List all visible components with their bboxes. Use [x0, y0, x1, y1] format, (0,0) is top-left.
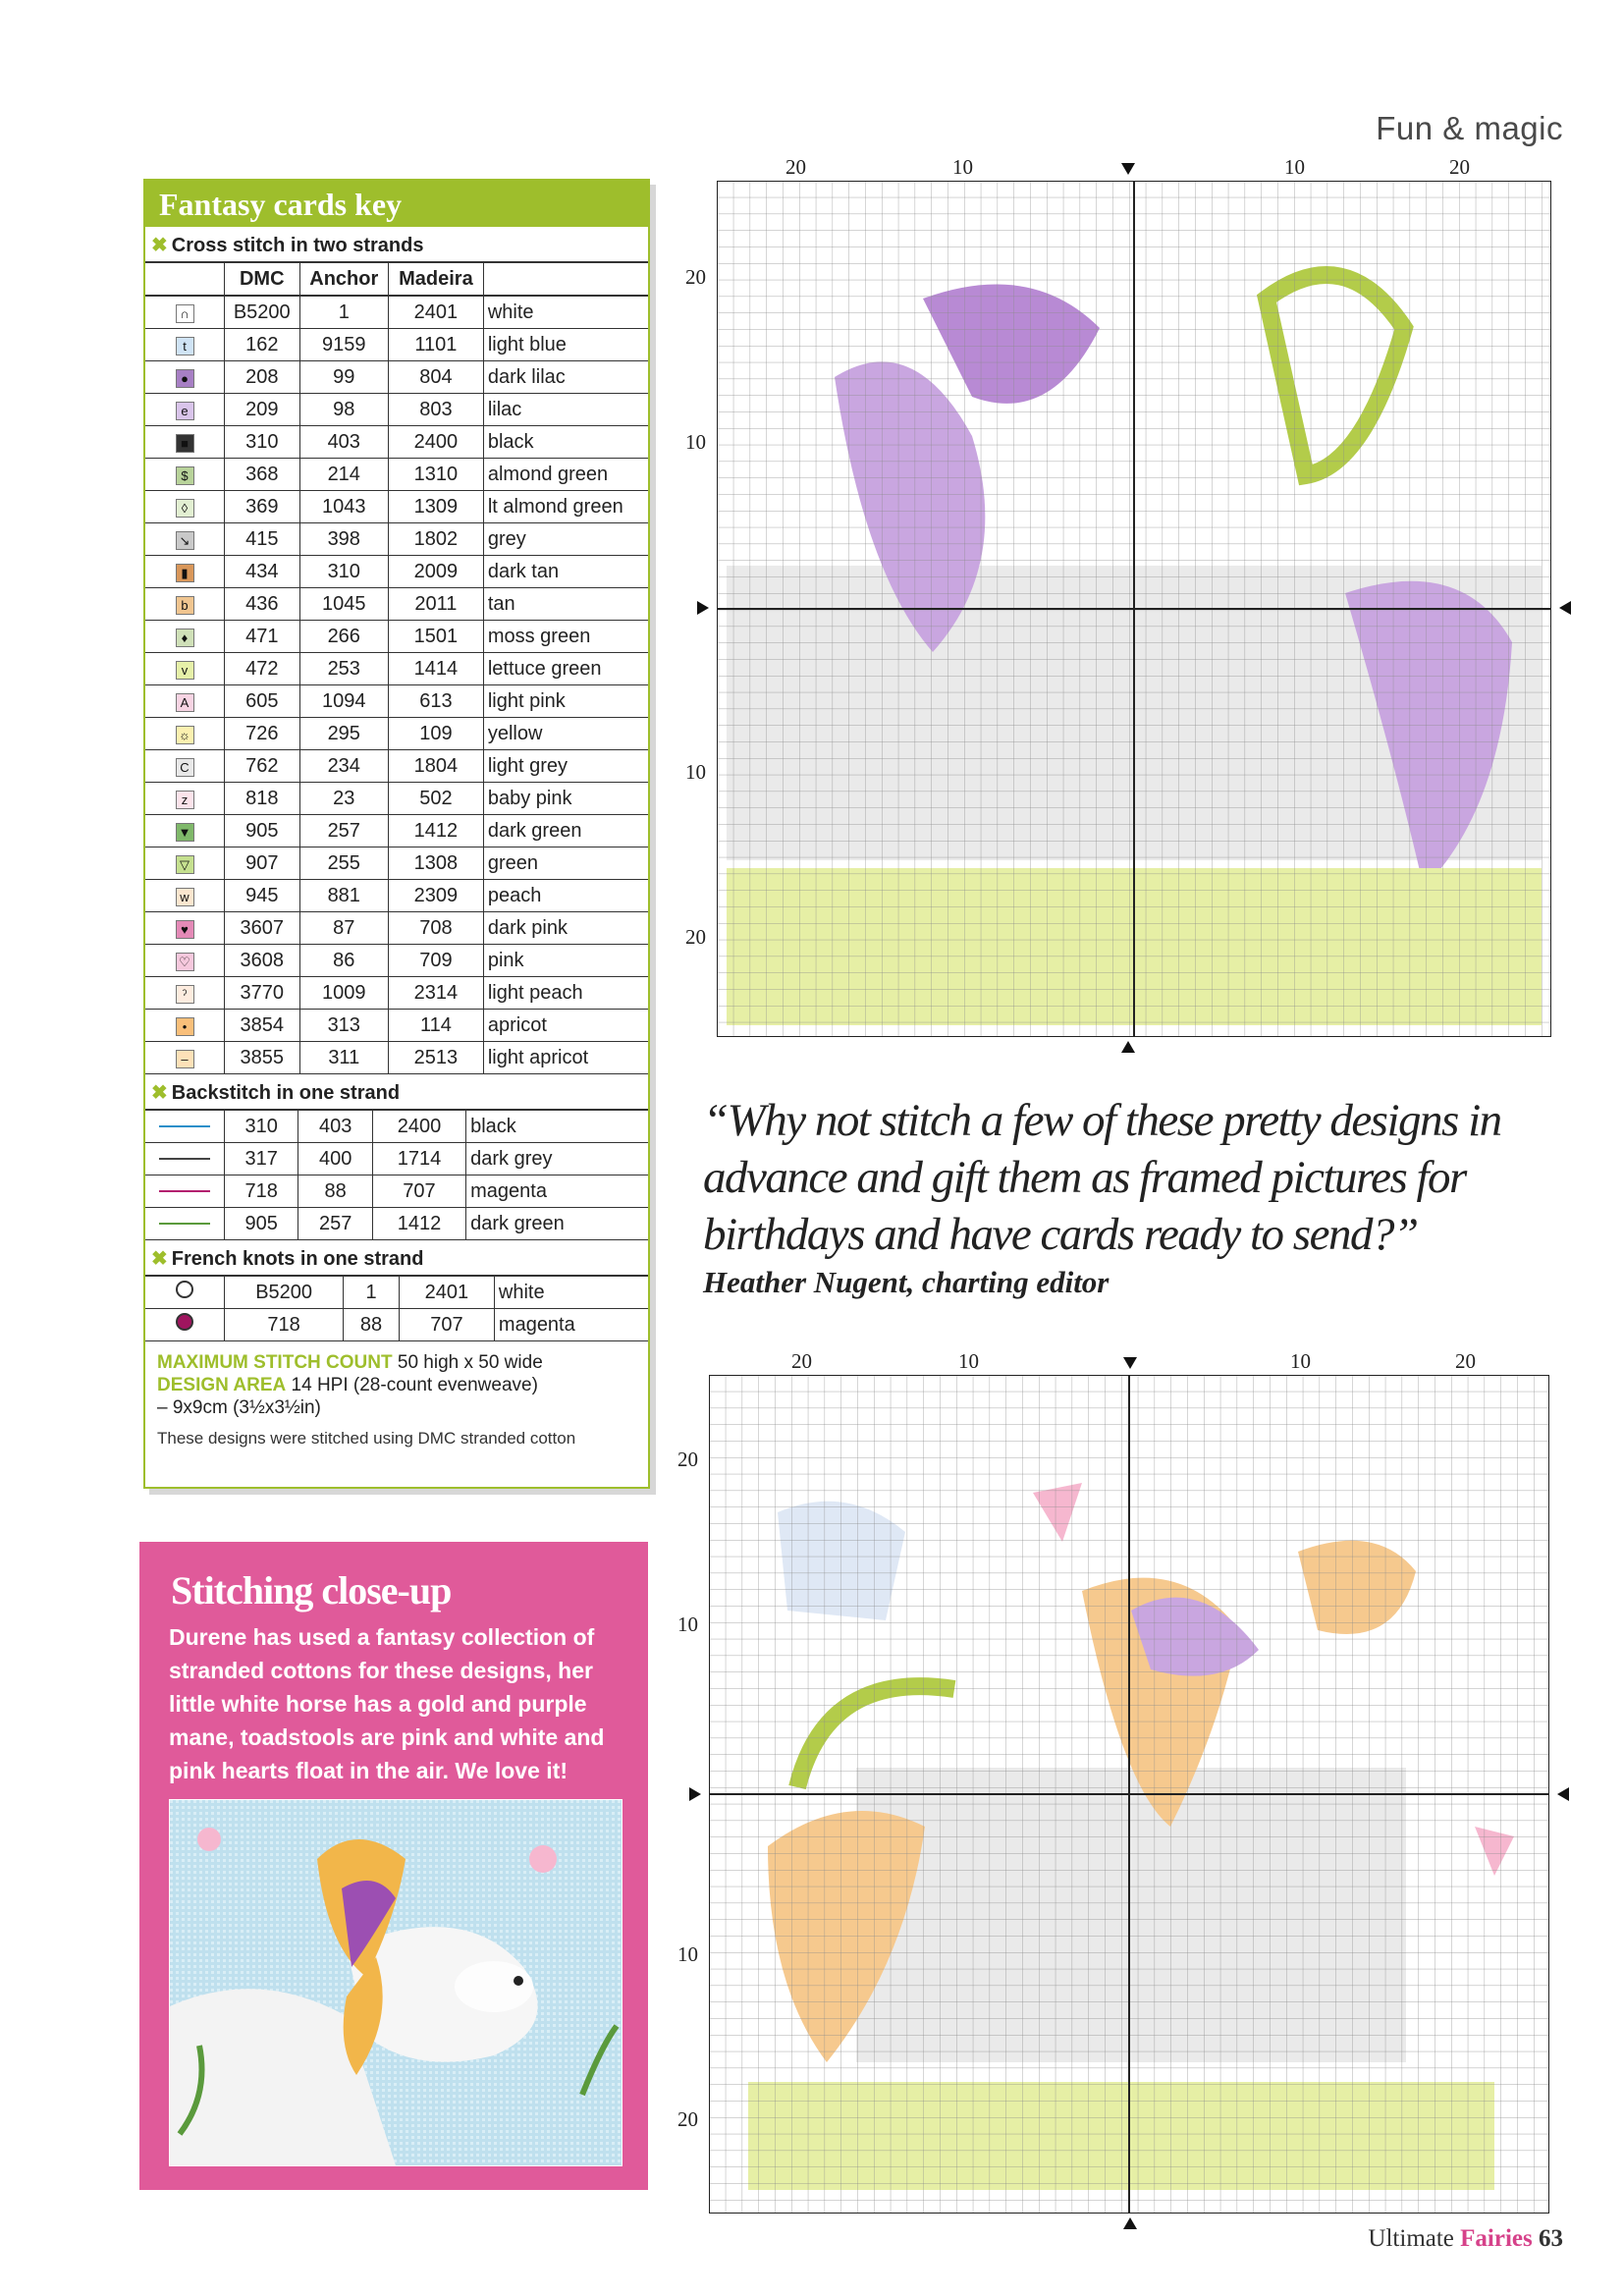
symbol-cell — [145, 945, 225, 977]
symbol-cell — [145, 394, 225, 426]
top-chart-col-label: 10 — [952, 155, 973, 179]
madeira-code: 1101 — [388, 329, 483, 361]
thread-symbol-icon: z — [176, 791, 194, 809]
anchor-code: 403 — [299, 426, 388, 459]
closeup-title: Stitching close-up — [171, 1568, 452, 1613]
madeira-code: 1310 — [388, 459, 483, 491]
top-chart-row-label: 10 — [685, 760, 706, 784]
symbol-cell — [145, 621, 225, 653]
symbol-cell — [145, 588, 225, 621]
thread-symbol-icon: b — [176, 596, 194, 615]
key-row — [145, 588, 648, 621]
symbol-cell — [145, 977, 225, 1010]
dmc-code: 605 — [225, 685, 300, 718]
color-name: light grey — [483, 750, 648, 783]
dmc-code: 209 — [225, 394, 300, 426]
madeira-code: 502 — [388, 783, 483, 815]
dmc-code: 368 — [225, 459, 300, 491]
symbol-cell — [145, 847, 225, 880]
thread-symbol-icon: A — [176, 693, 194, 712]
symbol-cell — [145, 1010, 225, 1042]
anchor-code: 1043 — [299, 491, 388, 523]
top-chart-col-label: 10 — [1284, 155, 1305, 179]
symbol-cell — [145, 653, 225, 685]
bottom-chart-col-label: 20 — [1455, 1349, 1476, 1373]
thread-symbol-icon: e — [176, 402, 194, 420]
key-row — [145, 783, 648, 815]
anchor-code: 313 — [299, 1010, 388, 1042]
color-name: dark lilac — [483, 361, 648, 394]
color-name: baby pink — [483, 783, 648, 815]
dmc-code: 436 — [225, 588, 300, 621]
anchor-code: 1094 — [299, 685, 388, 718]
color-name: peach — [483, 880, 648, 912]
color-name: green — [483, 847, 648, 880]
key-row — [145, 1010, 648, 1042]
color-name: dark green — [483, 815, 648, 847]
thread-symbol-icon: ☼ — [176, 726, 194, 744]
madeira-code: 2309 — [388, 880, 483, 912]
key-row — [145, 750, 648, 783]
anchor-code: 98 — [299, 394, 388, 426]
dmc-code: 317 — [225, 1143, 298, 1175]
key-row — [145, 426, 648, 459]
dmc-code: 471 — [225, 621, 300, 653]
symbol-cell — [145, 556, 225, 588]
anchor-code: 266 — [299, 621, 388, 653]
key-row — [145, 394, 648, 426]
top-chart-row-label: 10 — [685, 430, 706, 454]
madeira-code: 2011 — [388, 588, 483, 621]
dmc-code: 3855 — [225, 1042, 300, 1074]
dmc-code: 3770 — [225, 977, 300, 1010]
madeira-code: 1802 — [388, 523, 483, 556]
anchor-code: 86 — [299, 945, 388, 977]
anchor-code: 23 — [299, 783, 388, 815]
dmc-code: 162 — [225, 329, 300, 361]
dmc-code: 718 — [225, 1309, 344, 1341]
backstitch-row — [145, 1175, 648, 1208]
dmc-code: 415 — [225, 523, 300, 556]
color-name: light blue — [483, 329, 648, 361]
symbol-cell — [145, 1309, 225, 1341]
color-name: tan — [483, 588, 648, 621]
madeira-code: 709 — [388, 945, 483, 977]
symbol-cell — [145, 523, 225, 556]
thread-symbol-icon: – — [176, 1050, 194, 1068]
color-name: moss green — [483, 621, 648, 653]
thread-symbol-icon: ■ — [176, 434, 194, 453]
top-chart-col-label: 20 — [785, 155, 806, 179]
dmc-code: 907 — [225, 847, 300, 880]
symbol-cell — [145, 750, 225, 783]
bottom-chart-col-label: 10 — [1290, 1349, 1311, 1373]
anchor-code: 88 — [298, 1175, 372, 1208]
key-row — [145, 815, 648, 847]
french-knot-icon — [176, 1281, 193, 1298]
bottom-chart-col-label: 10 — [958, 1349, 979, 1373]
color-name: black — [483, 426, 648, 459]
dmc-code: 3608 — [225, 945, 300, 977]
dmc-code: 818 — [225, 783, 300, 815]
symbol-cell — [145, 815, 225, 847]
anchor-code: 1 — [344, 1277, 400, 1309]
color-name: light peach — [483, 977, 648, 1010]
madeira-code: 1412 — [372, 1208, 465, 1240]
center-arrow-icon — [1123, 1357, 1137, 1369]
anchor-code: 234 — [299, 750, 388, 783]
color-name: dark tan — [483, 556, 648, 588]
key-row — [145, 718, 648, 750]
dmc-code: 762 — [225, 750, 300, 783]
color-name: grey — [483, 523, 648, 556]
madeira-code: 803 — [388, 394, 483, 426]
center-arrow-icon — [697, 601, 709, 615]
madeira-code: 1308 — [388, 847, 483, 880]
madeira-code: 1412 — [388, 815, 483, 847]
key-row — [145, 361, 648, 394]
anchor-code: 1009 — [299, 977, 388, 1010]
anchor-code: 311 — [299, 1042, 388, 1074]
symbol-cell — [145, 1111, 225, 1143]
madeira-code: 2400 — [388, 426, 483, 459]
madeira-code: 2009 — [388, 556, 483, 588]
color-name: lettuce green — [483, 653, 648, 685]
bottom-chart-row-label: 10 — [677, 1613, 698, 1636]
dmc-code: 945 — [225, 880, 300, 912]
color-name: dark green — [466, 1208, 648, 1240]
thread-symbol-icon: • — [176, 1017, 194, 1036]
thread-symbol-icon: ▼ — [176, 823, 194, 842]
anchor-code: 9159 — [299, 329, 388, 361]
madeira-code: 2314 — [388, 977, 483, 1010]
max-value: 50 high x 50 wide — [397, 1352, 543, 1373]
color-name: magenta — [494, 1309, 648, 1341]
cross-stitch-table — [145, 263, 648, 1074]
anchor-code: 214 — [299, 459, 388, 491]
french-knot-icon — [176, 1313, 193, 1331]
col-dmc: DMC — [225, 263, 300, 296]
thread-symbol-icon: ♡ — [176, 953, 194, 971]
anchor-code: 400 — [298, 1143, 372, 1175]
color-name: light apricot — [483, 1042, 648, 1074]
dmc-code: 369 — [225, 491, 300, 523]
anchor-code: 398 — [299, 523, 388, 556]
anchor-code: 257 — [299, 815, 388, 847]
dmc-code: 3607 — [225, 912, 300, 945]
color-name: white — [494, 1277, 648, 1309]
thread-symbol-icon: ♥ — [176, 920, 194, 939]
pull-quote: “Why not stitch a few of these pretty designs in advance and gift them as framed pictures for birthdays and have cards ready to send?” — [703, 1095, 1501, 1260]
symbol-cell — [145, 718, 225, 750]
symbol-cell — [145, 491, 225, 523]
dmc-code: 310 — [225, 1111, 298, 1143]
madeira-code: 114 — [388, 1010, 483, 1042]
anchor-code: 403 — [298, 1111, 372, 1143]
closeup-photo — [169, 1799, 623, 2166]
symbol-cell — [145, 296, 225, 329]
key-row — [145, 1042, 648, 1074]
key-row — [145, 977, 648, 1010]
anchor-code: 253 — [299, 653, 388, 685]
french-knot-heading: ✖ French knots in one strand — [145, 1240, 648, 1277]
center-arrow-icon — [1121, 163, 1135, 175]
dmc-code: 208 — [225, 361, 300, 394]
symbol-cell — [145, 880, 225, 912]
color-name: yellow — [483, 718, 648, 750]
thread-symbol-icon: ▽ — [176, 855, 194, 874]
max-label: MAXIMUM STITCH COUNT — [157, 1352, 393, 1373]
anchor-code: 1 — [299, 296, 388, 329]
thread-note: These designs were stitched using DMC stranded cotton — [157, 1429, 576, 1448]
center-arrow-icon — [1121, 1041, 1135, 1053]
backstitch-row — [145, 1208, 648, 1240]
madeira-code: 1714 — [372, 1143, 465, 1175]
color-name: almond green — [483, 459, 648, 491]
col-anchor: Anchor — [299, 263, 388, 296]
anchor-code: 295 — [299, 718, 388, 750]
thread-symbol-icon: C — [176, 758, 194, 777]
bottom-chart-row-label: 10 — [677, 1942, 698, 1966]
thread-symbol-icon: ● — [176, 369, 194, 388]
madeira-code: 2401 — [388, 296, 483, 329]
closeup-body: Durene has used a fantasy collection of stranded cottons for these designs, her little white horse has a gold and purple mane, toadstools are pink and white and pink hearts float in the air. We love it! — [169, 1624, 605, 1783]
top-chart-col-label: 20 — [1449, 155, 1470, 179]
center-arrow-icon — [1123, 2217, 1137, 2229]
color-name: dark pink — [483, 912, 648, 945]
dmc-code: B5200 — [225, 296, 300, 329]
backstitch-line-icon — [159, 1158, 210, 1160]
thread-symbol-icon: ▮ — [176, 564, 194, 582]
symbol-cell — [145, 912, 225, 945]
key-row — [145, 329, 648, 361]
symbol-cell — [145, 1277, 225, 1309]
color-name: pink — [483, 945, 648, 977]
bottom-chart-col-label: 20 — [791, 1349, 812, 1373]
anchor-code: 255 — [299, 847, 388, 880]
symbol-cell — [145, 426, 225, 459]
backstitch-row — [145, 1143, 648, 1175]
dmc-code: 310 — [225, 426, 300, 459]
dmc-code: 905 — [225, 1208, 298, 1240]
color-name: black — [466, 1111, 648, 1143]
symbol-cell — [145, 459, 225, 491]
section-label: Fun & magic — [1376, 110, 1563, 146]
key-row — [145, 912, 648, 945]
stitch-stats — [145, 1341, 648, 1419]
cross-stitch-heading: ✖ Cross stitch in two strands — [145, 227, 648, 263]
thread-symbol-icon: ∩ — [176, 304, 194, 323]
anchor-code: 881 — [299, 880, 388, 912]
backstitch-table — [145, 1111, 648, 1240]
symbol-cell — [145, 783, 225, 815]
madeira-code: 1309 — [388, 491, 483, 523]
color-name: lilac — [483, 394, 648, 426]
key-row — [145, 459, 648, 491]
footer-brand: Fairies — [1460, 2225, 1533, 2252]
color-name: lt almond green — [483, 491, 648, 523]
thread-symbol-icon: t — [176, 337, 194, 355]
key-row — [145, 880, 648, 912]
color-name: dark grey — [466, 1143, 648, 1175]
backstitch-line-icon — [159, 1223, 210, 1225]
anchor-code: 310 — [299, 556, 388, 588]
thread-symbol-icon: ↘ — [176, 531, 194, 550]
madeira-code: 1804 — [388, 750, 483, 783]
thread-symbol-icon: v — [176, 661, 194, 680]
key-row — [145, 296, 648, 329]
col-madeira: Madeira — [388, 263, 483, 296]
key-row — [145, 491, 648, 523]
thread-symbol-icon: $ — [176, 466, 194, 485]
key-title: Fantasy cards key — [145, 181, 648, 227]
stitching-closeup-panel — [139, 1542, 648, 2190]
dmc-code: 434 — [225, 556, 300, 588]
dmc-code: 472 — [225, 653, 300, 685]
top-chart-row-label: 20 — [685, 925, 706, 949]
top-cross-stitch-chart — [717, 181, 1551, 1037]
symbol-cell — [145, 1175, 225, 1208]
thread-symbol-icon: ◊ — [176, 499, 194, 518]
page-number: 63 — [1539, 2225, 1563, 2252]
color-name: magenta — [466, 1175, 648, 1208]
dmc-code: 718 — [225, 1175, 298, 1208]
color-name: apricot — [483, 1010, 648, 1042]
french-knot-row — [145, 1277, 648, 1309]
footer-prefix: Ultimate — [1368, 2225, 1454, 2252]
top-chart-row-label: 20 — [685, 265, 706, 289]
symbol-cell — [145, 329, 225, 361]
madeira-code: 804 — [388, 361, 483, 394]
dmc-code: 905 — [225, 815, 300, 847]
bottom-cross-stitch-chart — [709, 1375, 1549, 2214]
anchor-code: 257 — [298, 1208, 372, 1240]
symbol-cell — [145, 685, 225, 718]
center-arrow-icon — [1557, 1787, 1569, 1801]
bottom-chart-row-label: 20 — [677, 1448, 698, 1471]
key-row — [145, 523, 648, 556]
thread-symbol-icon: ♦ — [176, 629, 194, 647]
backstitch-heading: ✖ Backstitch in one strand — [145, 1074, 648, 1111]
madeira-code: 707 — [399, 1309, 494, 1341]
key-row — [145, 847, 648, 880]
center-arrow-icon — [689, 1787, 701, 1801]
french-knot-row — [145, 1309, 648, 1341]
thread-symbol-icon: ˀ — [176, 985, 194, 1004]
madeira-code: 613 — [388, 685, 483, 718]
area-label: DESIGN AREA — [157, 1375, 287, 1395]
symbol-cell — [145, 1208, 225, 1240]
madeira-code: 1414 — [388, 653, 483, 685]
madeira-code: 2513 — [388, 1042, 483, 1074]
key-row — [145, 621, 648, 653]
anchor-code: 1045 — [299, 588, 388, 621]
dmc-code: 3854 — [225, 1010, 300, 1042]
madeira-code: 1501 — [388, 621, 483, 653]
anchor-code: 99 — [299, 361, 388, 394]
color-name: light pink — [483, 685, 648, 718]
symbol-cell — [145, 1042, 225, 1074]
madeira-code: 2401 — [399, 1277, 494, 1309]
center-arrow-icon — [1559, 601, 1571, 615]
anchor-code: 88 — [344, 1309, 400, 1341]
quote-author: Heather Nugent, charting editor — [703, 1265, 1110, 1299]
madeira-code: 708 — [388, 912, 483, 945]
key-row — [145, 945, 648, 977]
dmc-code: 726 — [225, 718, 300, 750]
backstitch-row — [145, 1111, 648, 1143]
color-name: white — [483, 296, 648, 329]
backstitch-line-icon — [159, 1190, 210, 1192]
anchor-code: 87 — [299, 912, 388, 945]
symbol-cell — [145, 361, 225, 394]
fantasy-cards-key — [143, 179, 650, 1489]
page-footer — [1368, 2225, 1563, 2253]
madeira-code: 109 — [388, 718, 483, 750]
french-knot-table — [145, 1277, 648, 1341]
bottom-chart-row-label: 20 — [677, 2107, 698, 2131]
symbol-cell — [145, 1143, 225, 1175]
dmc-code: B5200 — [225, 1277, 344, 1309]
madeira-code: 707 — [372, 1175, 465, 1208]
backstitch-line-icon — [159, 1125, 210, 1127]
key-row — [145, 556, 648, 588]
madeira-code: 2400 — [372, 1111, 465, 1143]
key-row — [145, 653, 648, 685]
thread-symbol-icon: w — [176, 888, 194, 906]
area-value-2: – 9x9cm (3½x3½in) — [157, 1397, 321, 1418]
area-value: 14 HPI (28-count evenweave) — [291, 1375, 538, 1395]
key-row — [145, 685, 648, 718]
